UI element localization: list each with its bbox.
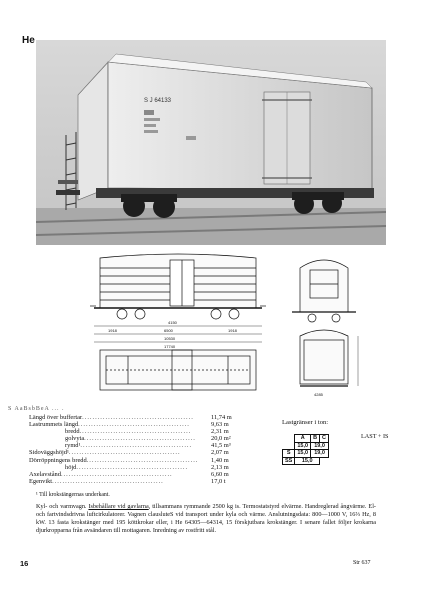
page-number: 16 <box>20 559 29 568</box>
spec-value: 2,07 m <box>211 449 229 457</box>
description-underlined-text: Isbehållare vid gavlarna <box>88 503 149 510</box>
spec-row: Längd över buffertar ........................................... 11,74 m <box>29 414 259 421</box>
spec-label: golvyta <box>65 435 85 443</box>
description-paragraph <box>36 503 376 535</box>
handwritten-note: S AaBsbBeA ... . <box>8 406 65 412</box>
spec-row: höjd ........................................... 2,13 m <box>29 464 259 471</box>
dimension-label: 17740 <box>164 344 176 349</box>
dimension-label: 1918 <box>228 328 237 333</box>
description-text: Kyl- och varmvagn. <box>36 503 89 510</box>
table-header-cell: A <box>295 435 311 443</box>
spec-row: rymd¹ ........................................... 41,5 m³ <box>29 442 259 449</box>
load-limits-title: Lastgränser i ton: <box>282 419 329 426</box>
table-cell: 19,0 <box>311 450 329 458</box>
table-cell: 15,0 <box>295 450 311 458</box>
table-row <box>283 457 329 465</box>
spec-label: bredd <box>65 428 80 436</box>
spec-value: 17,0 t <box>211 477 226 485</box>
table-cell: 15,0 <box>295 442 311 450</box>
spec-label: Egenvikt <box>29 477 53 485</box>
spec-value: 1,40 m <box>211 456 229 464</box>
technical-drawing-svg <box>88 246 378 398</box>
dimension-label: 1918 <box>108 328 117 333</box>
spec-label: Axelavstånd <box>29 470 61 478</box>
table-header-cell: B <box>311 435 320 443</box>
spec-label: Längd över buffertar <box>29 414 83 421</box>
dimension-label: 6500 <box>164 328 173 333</box>
spec-label: Sidoväggshöjd¹ <box>29 449 69 457</box>
spec-label: höjd <box>65 463 77 471</box>
table-cell: 19,0 <box>311 442 329 450</box>
spec-value: 41,5 m³ <box>211 442 231 450</box>
table-row <box>283 435 329 443</box>
class-code: He <box>22 35 35 46</box>
table-cell: SS <box>283 457 295 465</box>
spec-value: 11,74 m <box>211 414 232 421</box>
spec-value: 2,13 m <box>211 463 229 471</box>
spec-label: Lastrummets längd <box>29 421 79 429</box>
spec-row: Sidoväggshöjd¹ ........................................... 2,07 m <box>29 449 259 456</box>
wagon-photo <box>36 40 386 245</box>
spec-label: rymd¹ <box>65 442 81 450</box>
description-text: , tillsammans rymmande 2500 kg is. Termostatstyrd elvärme. Handreglerad ångvärme. El- och fartvindsdrivna luftcirkulatorer. Vagnen clausluteS vid transport under kyla och värme. Anslutningsdata: 800—1000 V, 16⅔ Hz, 8 kW. 13 fasta krokstänger med 195 köttkrokar eller, i He 64305—64314, 15 förskjutbara krokstänger. I senare fallet följer krokarna djurkropparna från avsändaren till mottagaren. Inredning av rostfritt stål. <box>36 503 376 534</box>
dimension-label: 4285 <box>314 392 323 397</box>
spec-row: bredd ........................................... 2,31 m <box>29 428 259 435</box>
spec-label: Dörröppningens bredd <box>29 456 87 464</box>
spec-row: golvyta ........................................... 20,0 m² <box>29 435 259 442</box>
table-cell <box>283 442 295 450</box>
page-reference: Str 637 <box>353 560 371 566</box>
table-row <box>283 442 329 450</box>
table-header-cell: C <box>320 435 329 443</box>
spec-row: Lastrummets längd ........................................... 9,63 m <box>29 421 259 428</box>
spec-value: 9,63 m <box>211 421 229 429</box>
dimension-label: 10530 <box>164 336 176 341</box>
load-note: LAST + IS <box>361 433 389 440</box>
dimension-label: 4150 <box>168 320 177 325</box>
footnote: ¹ Till krokstängernas underkant. <box>36 492 110 498</box>
table-row <box>283 450 329 458</box>
spec-row: Axelavstånd ........................................... 6,60 m <box>29 471 259 478</box>
load-limits-table <box>282 434 329 465</box>
wagon-photo-image <box>36 40 386 245</box>
technical-drawing <box>88 246 378 398</box>
car-number: S J 64133 <box>144 98 172 104</box>
spec-row: Egenvikt ........................................... 17,0 t <box>29 478 259 485</box>
spec-value: 6,60 m <box>211 470 229 478</box>
spec-row: Dörröppningens bredd ........................................... 1,40 m <box>29 457 259 464</box>
table-cell: 15,0 <box>295 457 320 465</box>
specifications-list <box>29 414 259 485</box>
table-cell: S <box>283 450 295 458</box>
spec-value: 2,31 m <box>211 428 229 436</box>
spec-value: 20,0 m² <box>211 435 231 443</box>
